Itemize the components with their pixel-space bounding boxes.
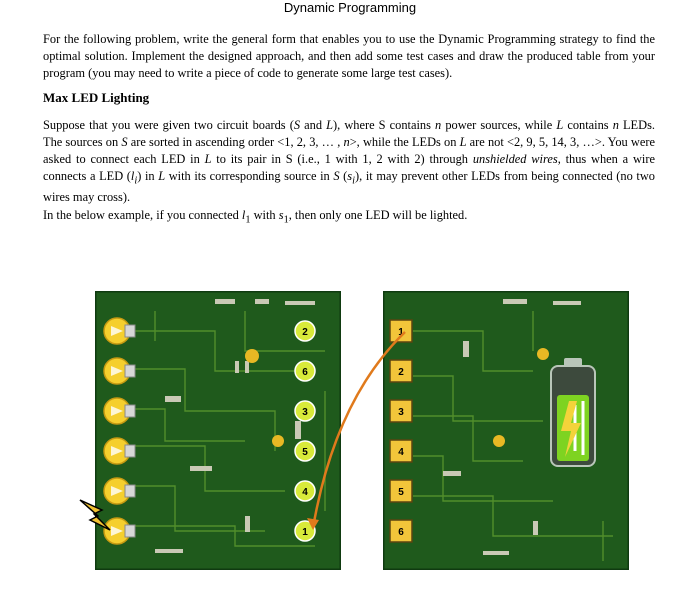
svg-text:4: 4 — [398, 447, 404, 458]
problem-paragraph: Suppose that you were given two circuit boards (S and L), where S contains n power sources, while L contains n LEDs. The sources on S are sorted in ascending order <1, 2, 3, … , n>, while the LEDs on L are not <2, 9, 5, 14, 3, …>. You were asked to connect each LED in L to its pair in S (i.e., 1 with 1, 2 with 2) through unshielded wires, thus when a wire connects a LED $(l_i)$ in L with its corresponding source in S $(s_i)$, it may prevent other LEDs from being connected (no two wires may cross). — [43, 118, 655, 205]
svg-text:6: 6 — [302, 367, 308, 378]
wire-connection — [313, 332, 405, 528]
svg-text:1: 1 — [398, 327, 404, 338]
svg-text:1: 1 — [302, 527, 308, 538]
svg-text:5: 5 — [398, 487, 404, 498]
svg-text:6: 6 — [398, 527, 404, 538]
wire-arrowhead — [307, 518, 319, 530]
section-heading: Max LED Lighting — [43, 90, 150, 105]
svg-text:4: 4 — [302, 487, 308, 498]
svg-text:5: 5 — [302, 447, 308, 458]
svg-text:2: 2 — [302, 327, 308, 338]
intro-paragraph: For the following problem, write the general form that enables you to use the Dynamic Programming strategy to find the optimal solution. Implement the designed approach, and then add some test cases and draw the produced table from your program (you may need to write a piece of code to generate some large test cases). — [43, 32, 655, 80]
svg-text:2: 2 — [398, 367, 404, 378]
header-title: Dynamic Programming — [283, 0, 417, 15]
example-paragraph: In the below example, if you connected $l_1$ with $s_1$, then only one LED will be lighted. — [43, 208, 468, 226]
lightning-icon — [80, 500, 110, 530]
svg-text:3: 3 — [302, 407, 308, 418]
svg-text:3: 3 — [398, 407, 404, 418]
